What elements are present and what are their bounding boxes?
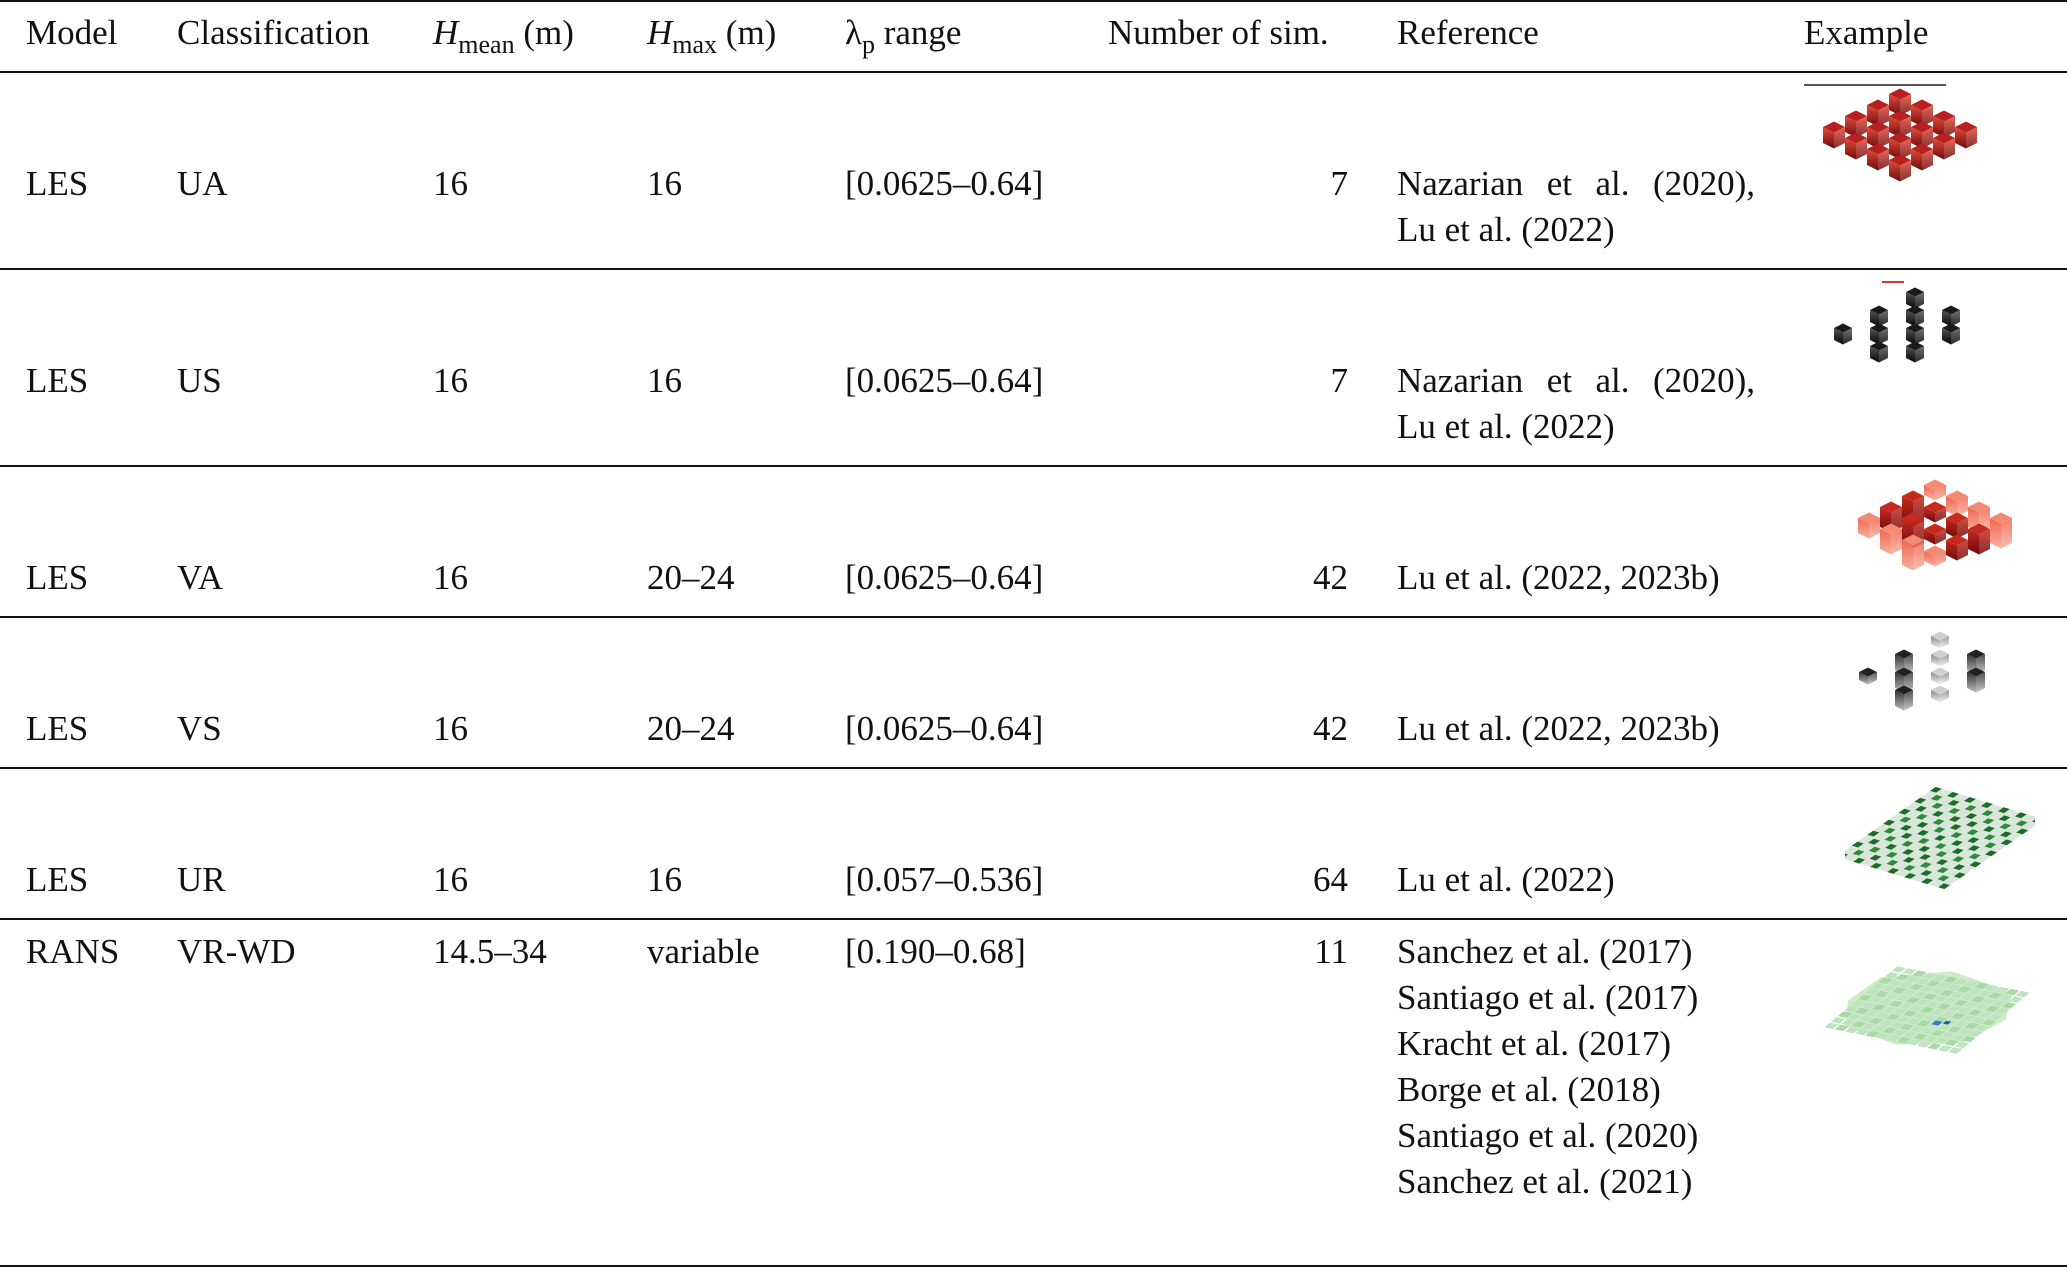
building-block [1834,324,1852,345]
cell-lambda: [0.0625–0.64] [845,709,1044,748]
cell-hmax: 16 [647,361,682,400]
reference-word: Nazarian [1397,361,1524,400]
cell-model: LES [26,361,89,400]
building-block [1889,155,1911,182]
building-block [1823,122,1845,149]
cell-hmean: 16 [433,558,468,597]
reference-line: Kracht et al. (2017) [1397,1024,1672,1063]
cell-classification: UR [177,860,226,899]
cell-classification: US [177,361,222,400]
cell-hmean: 16 [433,361,468,400]
cell-model: LES [26,164,89,203]
row-divider [0,465,2067,467]
header-reference: Reference [1397,13,1539,52]
reference-line: Santiago et al. (2020) [1397,1116,1699,1155]
header-example: Example [1804,13,1929,52]
reference-line: Sanchez et al. (2017) [1397,932,1693,971]
building-block [1859,668,1877,685]
cell-classification: UA [177,164,228,203]
gray-variable-staggered-array-icon [1845,626,2025,746]
cell-hmax: 20–24 [647,709,735,748]
cell-nsim: 42 [1313,558,1348,597]
building-block [1967,668,1985,693]
cell-model: LES [26,860,89,899]
reference-line [1397,358,1755,404]
header-rule [0,71,2067,73]
cell-hmax: 16 [647,860,682,899]
black-uniform-staggered-array-icon [1820,278,2010,398]
reference-word: al. [1595,361,1630,400]
cell-model: LES [26,709,89,748]
row-divider [0,268,2067,270]
bottom-rule [0,1265,2067,1267]
building-block [1931,650,1949,667]
building-block [1870,324,1888,345]
hmean-unit: (m) [514,13,574,52]
cell-reference: Lu et al. (2022) [1397,860,1615,899]
building-block [1955,122,1977,149]
green-realistic-urban-icon [1845,780,2035,900]
reference-word: et [1546,164,1573,203]
reference-line: Lu et al. (2022) [1397,407,1615,446]
building-block [1906,288,1924,309]
reference-word: al. [1595,164,1630,203]
hmean-symbol: H [433,13,459,52]
cell-nsim: 7 [1330,164,1348,203]
building-block [1870,342,1888,363]
lambda-text: range [874,13,962,52]
building-block [1924,502,1946,523]
reference-word: (2020), [1652,164,1755,203]
cell-reference: Lu et al. (2022, 2023b) [1397,558,1720,597]
cell-lambda: [0.057–0.536] [845,860,1044,899]
header-classification: Classification [177,13,370,52]
building-block [1931,668,1949,685]
cell-hmean: 16 [433,164,468,203]
hmax-unit: (m) [717,13,777,52]
hmax-symbol: H [647,13,673,52]
cell-reference [1397,358,1755,450]
row-divider [0,616,2067,618]
reference-word: Nazarian [1397,164,1524,203]
building-block [1924,546,1946,567]
cell-nsim: 64 [1313,860,1348,899]
cell-hmax: 16 [647,164,682,203]
cell-nsim: 7 [1330,361,1348,400]
building-block [1845,133,1867,160]
cell-lambda: [0.0625–0.64] [845,361,1044,400]
header-hmean [433,10,574,59]
building-block [1858,513,1880,539]
reference-line: Santiago et al. (2017) [1397,978,1699,1017]
header-hmax [647,10,776,59]
cell-hmean: 16 [433,860,468,899]
building-block [1895,686,1913,711]
cell-hmax: variable [647,932,760,971]
cell-model: RANS [26,932,120,971]
building-block [1906,324,1924,345]
reference-line: Lu et al. (2022) [1397,210,1615,249]
hmax-subscript: max [672,30,718,59]
hmean-subscript: mean [458,30,515,59]
cell-reference-list [1397,929,1698,1205]
cell-lambda: [0.0625–0.64] [845,558,1044,597]
cell-classification: VA [177,558,224,597]
cell-model: LES [26,558,89,597]
red-uniform-aligned-array-icon [1800,82,2000,202]
reference-line [1397,161,1755,207]
building-block [1933,133,1955,160]
building-block [1902,535,1924,571]
lambda-symbol: λ [845,13,862,52]
building-block [1880,524,1902,555]
reference-line: Borge et al. (2018) [1397,1070,1661,1109]
cell-hmean: 16 [433,709,468,748]
building-block [1946,535,1968,561]
cell-hmean: 14.5–34 [433,932,547,971]
header-lambda [845,10,961,59]
cell-nsim: 42 [1313,709,1348,748]
building-block [1931,686,1949,703]
cell-classification: VR-WD [177,932,296,971]
top-rule [0,0,2067,2]
reference-word: (2020), [1652,361,1755,400]
light-green-city-model-icon [1822,935,2032,1075]
row-divider [0,918,2067,920]
cell-reference: Lu et al. (2022, 2023b) [1397,709,1720,748]
building-block [1931,632,1949,649]
lambda-subscript: p [861,30,875,59]
building-block [1942,306,1960,327]
header-model: Model [26,13,118,52]
row-divider [0,767,2067,769]
cell-reference [1397,161,1755,253]
reference-line: Sanchez et al. (2021) [1397,1162,1693,1201]
reference-word: et [1546,361,1573,400]
cell-lambda: [0.0625–0.64] [845,164,1044,203]
building-block [1968,524,1990,555]
red-variable-aligned-array-icon [1840,475,2020,595]
building-block [1906,306,1924,327]
cell-nsim: 11 [1314,932,1348,971]
cell-lambda: [0.190–0.68] [845,932,1026,971]
building-block [1924,524,1946,545]
building-block [1870,306,1888,327]
cell-classification: VS [177,709,222,748]
header-nsim: Number of sim. [1108,13,1329,52]
building-block [1924,480,1946,501]
building-block [1911,144,1933,171]
cell-hmax: 20–24 [647,558,735,597]
building-block [1942,324,1960,345]
building-block [1867,144,1889,171]
building-block [1990,513,2012,549]
building-block [1906,342,1924,363]
